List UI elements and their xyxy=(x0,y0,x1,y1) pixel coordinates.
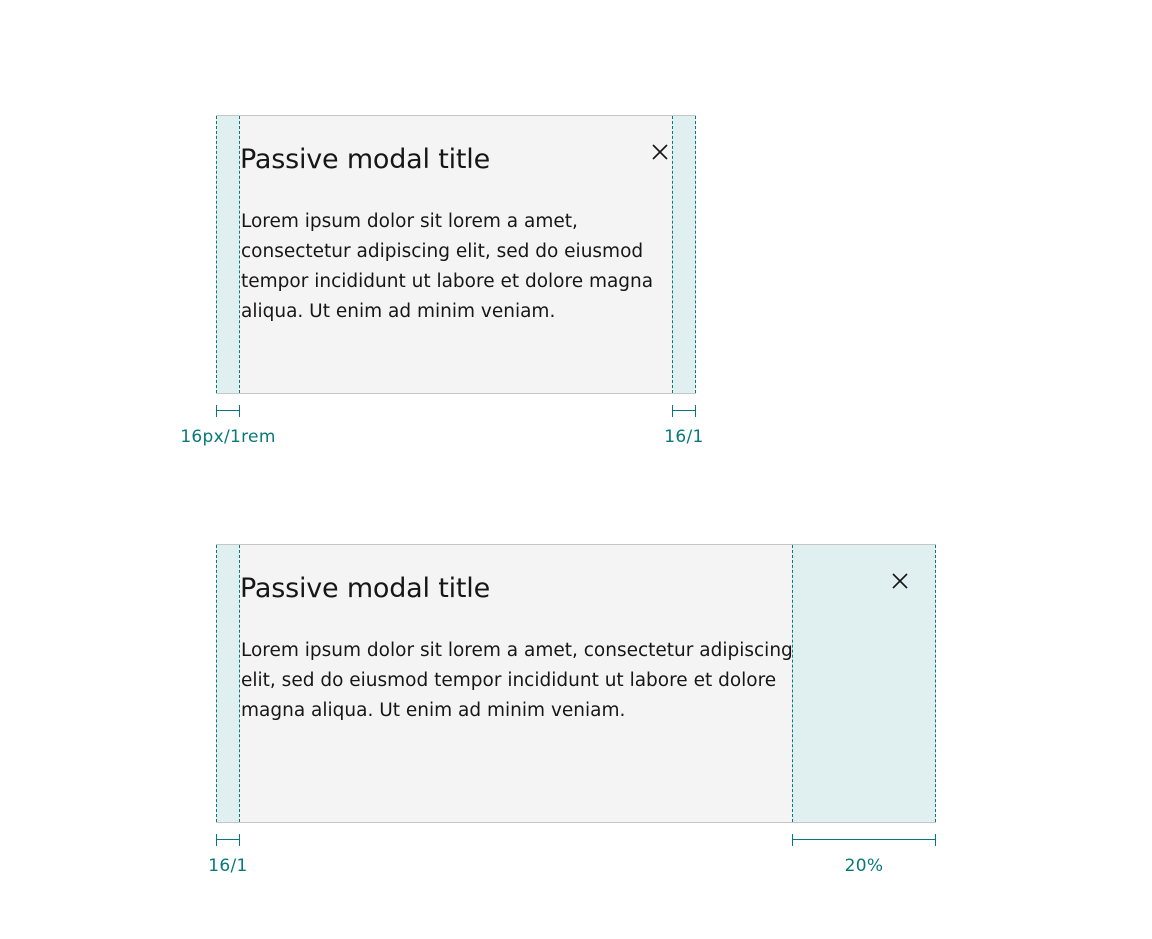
close-icon[interactable] xyxy=(890,571,910,591)
left-padding-dimension xyxy=(216,405,240,417)
passive-modal-narrow xyxy=(216,115,696,394)
left-padding-label: 16/1 xyxy=(208,856,248,876)
right-padding-highlight xyxy=(792,545,936,822)
right-padding-dimension xyxy=(672,405,696,417)
guide-line xyxy=(216,116,217,393)
right-padding-label: 20% xyxy=(844,856,884,876)
left-padding-dimension xyxy=(216,834,240,846)
close-icon[interactable] xyxy=(650,142,670,162)
guide-line xyxy=(216,545,217,822)
right-padding-label: 16/1 xyxy=(664,427,704,447)
modal-body: Lorem ipsum dolor sit lorem a amet, consectetur adipiscing elit, sed do eiusmod tempor incididunt ut labore et dolore magna aliqua. Ut enim ad minim veniam. xyxy=(241,640,793,721)
modal-title: Passive modal title xyxy=(240,573,490,604)
modal-body: Lorem ipsum dolor sit lorem a amet, consectetur adipiscing elit, sed do eiusmod tempor incididunt ut labore et dolore magna aliqua. Ut enim ad minim veniam. xyxy=(241,211,654,322)
passive-modal-wide xyxy=(216,544,936,823)
guide-line xyxy=(695,116,696,393)
left-padding-highlight xyxy=(216,116,240,393)
right-padding-dimension xyxy=(792,834,936,846)
modal-title: Passive modal title xyxy=(240,144,490,175)
left-padding-label: 16px/1rem xyxy=(180,427,276,447)
left-padding-highlight xyxy=(216,545,240,822)
right-padding-highlight xyxy=(672,116,696,393)
guide-line xyxy=(935,545,936,822)
